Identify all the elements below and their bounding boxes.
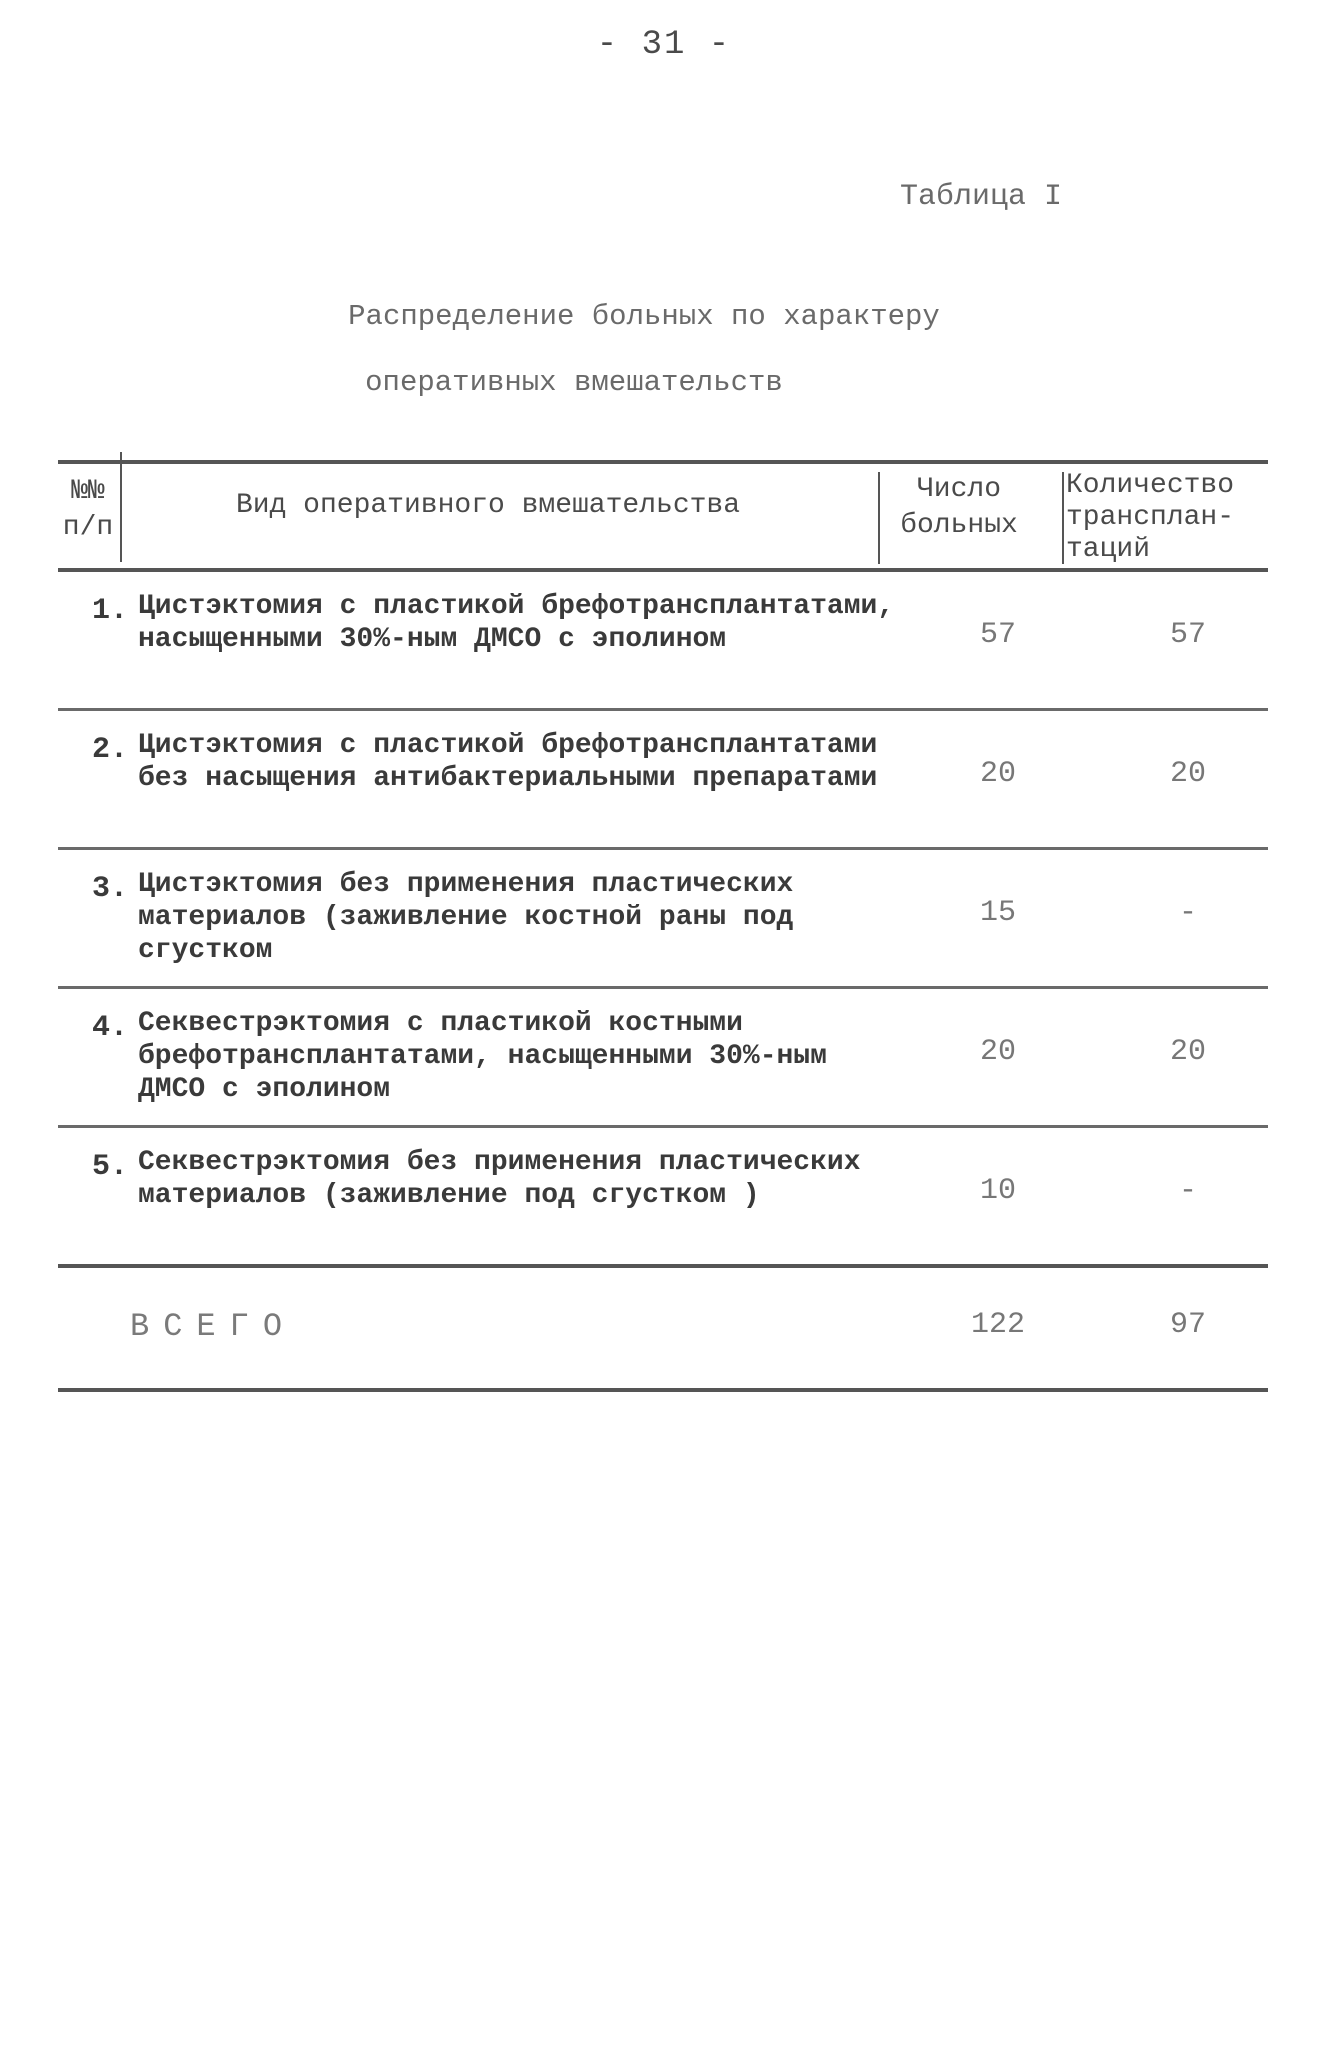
row-transplants: 57 <box>1169 618 1206 652</box>
header-transplants <box>1066 470 1266 566</box>
row-description: Цистэктомия с пластикой брефотрансплантатами без насыщения антибактериальными препаратами <box>138 730 878 794</box>
row-number: 1. <box>91 594 128 628</box>
total-label: ВСЕГО <box>130 1308 297 1345</box>
total-transplants: 97 <box>1169 1308 1206 1342</box>
header-num-line-2: п/п <box>62 512 114 543</box>
header-patients-line-1: Число <box>916 474 1001 505</box>
table-row <box>58 572 1268 708</box>
header-description: Вид оперативного вмешательства <box>235 490 741 521</box>
table-row <box>58 989 1268 1125</box>
table-bottom-rule <box>58 1388 1268 1392</box>
row-description: Секвестрэктомия с пластикой костными брефотрансплантатами, насыщенными 30%-ным ДМСО с эполином <box>138 1008 827 1105</box>
header-num <box>58 474 118 546</box>
table-row <box>58 711 1268 847</box>
total-patients: 122 <box>970 1308 1025 1342</box>
header-divider-2 <box>878 472 880 564</box>
header-num-line-1: №№ <box>71 476 105 507</box>
table-header <box>58 464 1268 568</box>
row-patients: 20 <box>979 757 1016 791</box>
row-description: Секвестрэктомия без применения пластических материалов (заживление под сгустком ) <box>138 1147 861 1211</box>
row-number: 2. <box>91 733 128 767</box>
row-patients: 10 <box>979 1174 1016 1208</box>
row-transplants: 20 <box>1169 757 1206 791</box>
row-number: 4. <box>91 1011 128 1045</box>
header-transplants-line-3: таций <box>1066 534 1151 565</box>
header-divider-1 <box>120 452 122 562</box>
header-transplants-line-1: Количество <box>1066 470 1235 501</box>
table-row <box>58 1128 1268 1264</box>
table-row <box>58 850 1268 986</box>
table-label: Таблица I <box>900 180 1063 214</box>
row-patients: 57 <box>979 618 1016 652</box>
row-patients: 15 <box>979 896 1016 930</box>
caption-line-1: Распределение больных по характеру <box>348 300 940 333</box>
distribution-table <box>58 460 1268 1392</box>
header-patients <box>884 472 1034 544</box>
header-patients-line-2: больных <box>900 510 1018 541</box>
row-description: Цистэктомия без применения пластических материалов (заживление костной раны под сгустком <box>138 869 794 966</box>
row-transplants: - <box>1178 896 1197 930</box>
row-patients: 20 <box>979 1035 1016 1069</box>
row-transplants: 20 <box>1169 1035 1206 1069</box>
table-total-row <box>58 1268 1268 1388</box>
row-number: 3. <box>91 872 128 906</box>
row-number: 5. <box>91 1150 128 1184</box>
caption-line-2: оперативных вмешательств <box>365 366 783 399</box>
header-transplants-line-2: трансплан- <box>1066 502 1235 533</box>
row-description: Цистэктомия с пластикой брефотрансплантатами, насыщенными 30%-ным ДМСО с эполином <box>138 591 895 655</box>
header-divider-3 <box>1062 472 1064 564</box>
page-number: - 31 - <box>596 26 732 64</box>
row-transplants: - <box>1178 1174 1197 1208</box>
